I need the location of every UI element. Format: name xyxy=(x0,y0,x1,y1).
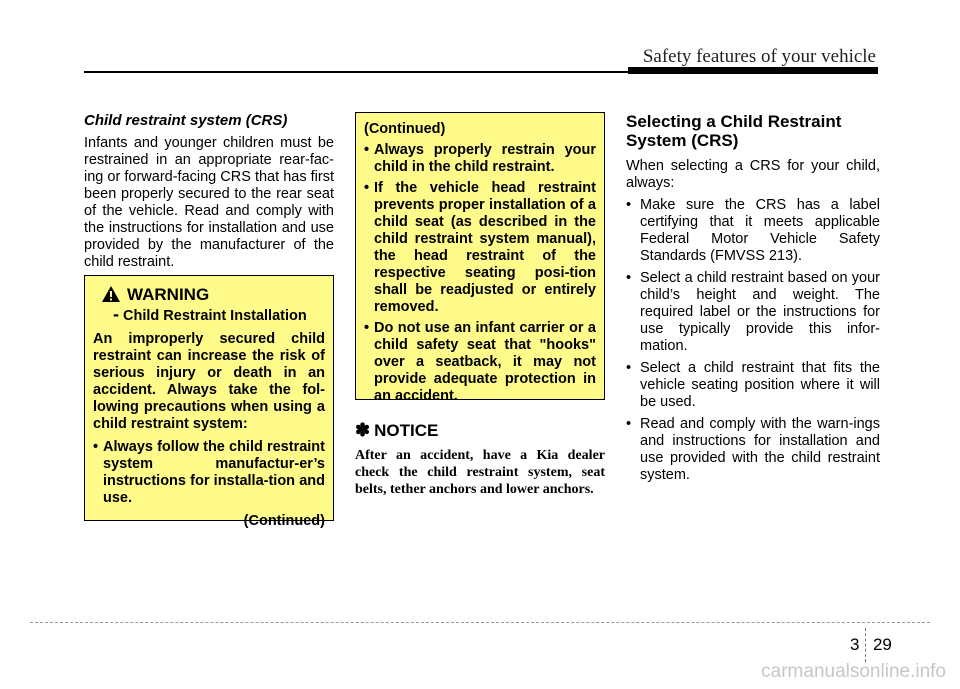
notice-star-icon: ✽ xyxy=(355,420,371,440)
bullet-dot: • xyxy=(626,416,632,432)
list-item xyxy=(626,270,880,355)
continued-label: (Continued) xyxy=(364,121,446,137)
warning-title: WARNING xyxy=(127,284,210,304)
warning-box xyxy=(84,275,334,529)
crs-paragraph: Infants and younger children must be restrained in an appropriate rear-fac-ing or forward-facing CRS that has first been properly secured to the rear seat of the vehicle. Read and comply with the instructions for installation and use provided by the manufacturer of the child restraint. xyxy=(84,135,334,270)
notice-header xyxy=(355,420,605,441)
selecting-bullet-text: Select a child restraint that fits the vehicle seating position where it will be used. xyxy=(640,360,880,410)
page-number xyxy=(850,628,892,662)
list-item xyxy=(93,439,325,507)
notice-text: After an accident, have a Kia dealer check the child restraint system, seat belts, tether anchors and lower anchors. xyxy=(355,448,605,497)
selecting-bullet-text: Make sure the CRS has a label certifying that it meets applicable Federal Motor Vehicle Safety Standards (FMVSS 213). xyxy=(640,197,880,264)
notice-section xyxy=(355,420,605,498)
page-number-value: 29 xyxy=(872,635,892,654)
bullet-dot: • xyxy=(626,270,632,286)
bullet-dot: • xyxy=(364,320,370,336)
header-title: Safety features of your vehicle xyxy=(642,46,876,67)
selecting-bullet-text: Select a child restraint based on your child’s height and weight. The required label or the instructions for use typically provide this infor-mation. xyxy=(640,270,880,354)
list-item xyxy=(626,360,880,411)
warning-subtitle xyxy=(93,306,325,325)
bullet-dot: • xyxy=(93,439,99,455)
right-column xyxy=(626,112,880,484)
bullet-dot: • xyxy=(626,197,632,213)
continued-bullet-text: If the vehicle head restraint prevents proper installation of a child seat (as described in the child restraint system manual), the head restraint of the respective seating posi-tion shall be readjusted or entirely removed. xyxy=(374,180,596,315)
section-title-crs: Child restraint system (CRS) xyxy=(84,112,288,129)
selecting-intro: When selecting a CRS for your child, always: xyxy=(626,158,880,191)
warning-bullet-text: Always follow the child restraint system manufactur-er’s instructions for installa-tion and use. xyxy=(103,439,325,506)
warning-subtitle-text: Child Restraint Installation xyxy=(123,308,307,324)
selecting-bullet-text: Read and comply with the warn-ings and instructions for installation and use provided with the child restraint system. xyxy=(640,416,880,483)
footer-rule xyxy=(30,622,930,623)
bullet-dot: • xyxy=(364,180,370,196)
bullet-dot: • xyxy=(364,142,370,158)
header-rule xyxy=(84,71,878,73)
list-item xyxy=(626,197,880,265)
list-item xyxy=(364,180,596,316)
warning-subtitle-dash: - xyxy=(113,304,119,324)
bullet-dot: • xyxy=(626,360,632,376)
left-column xyxy=(84,112,334,271)
warning-continued: (Continued) xyxy=(243,513,325,529)
continued-bullet-text: Always properly restrain your child in the child restraint. xyxy=(374,142,596,175)
page-number-separator xyxy=(865,628,867,662)
list-item xyxy=(364,320,596,405)
continued-bullet-text: Do not use an infant carrier or a child safety seat that "hooks" over a seatback, it may not provide adequate protection in an accident. xyxy=(374,320,596,404)
warning-triangle-icon xyxy=(101,285,121,303)
section-title-selecting: Selecting a Child Restraint System (CRS) xyxy=(626,112,842,150)
watermark: carmanualsonline.info xyxy=(761,661,946,682)
warning-header xyxy=(93,284,325,304)
continued-box xyxy=(355,112,605,404)
warning-paragraph: An improperly secured child restraint can increase the risk of serious injury or death in an accident. Always take the fol-lowing precautions when using a child restraint system: xyxy=(93,331,325,432)
list-item xyxy=(364,142,596,176)
list-item xyxy=(626,416,880,484)
notice-title: NOTICE xyxy=(374,420,439,440)
chapter-number: 3 xyxy=(850,635,860,654)
